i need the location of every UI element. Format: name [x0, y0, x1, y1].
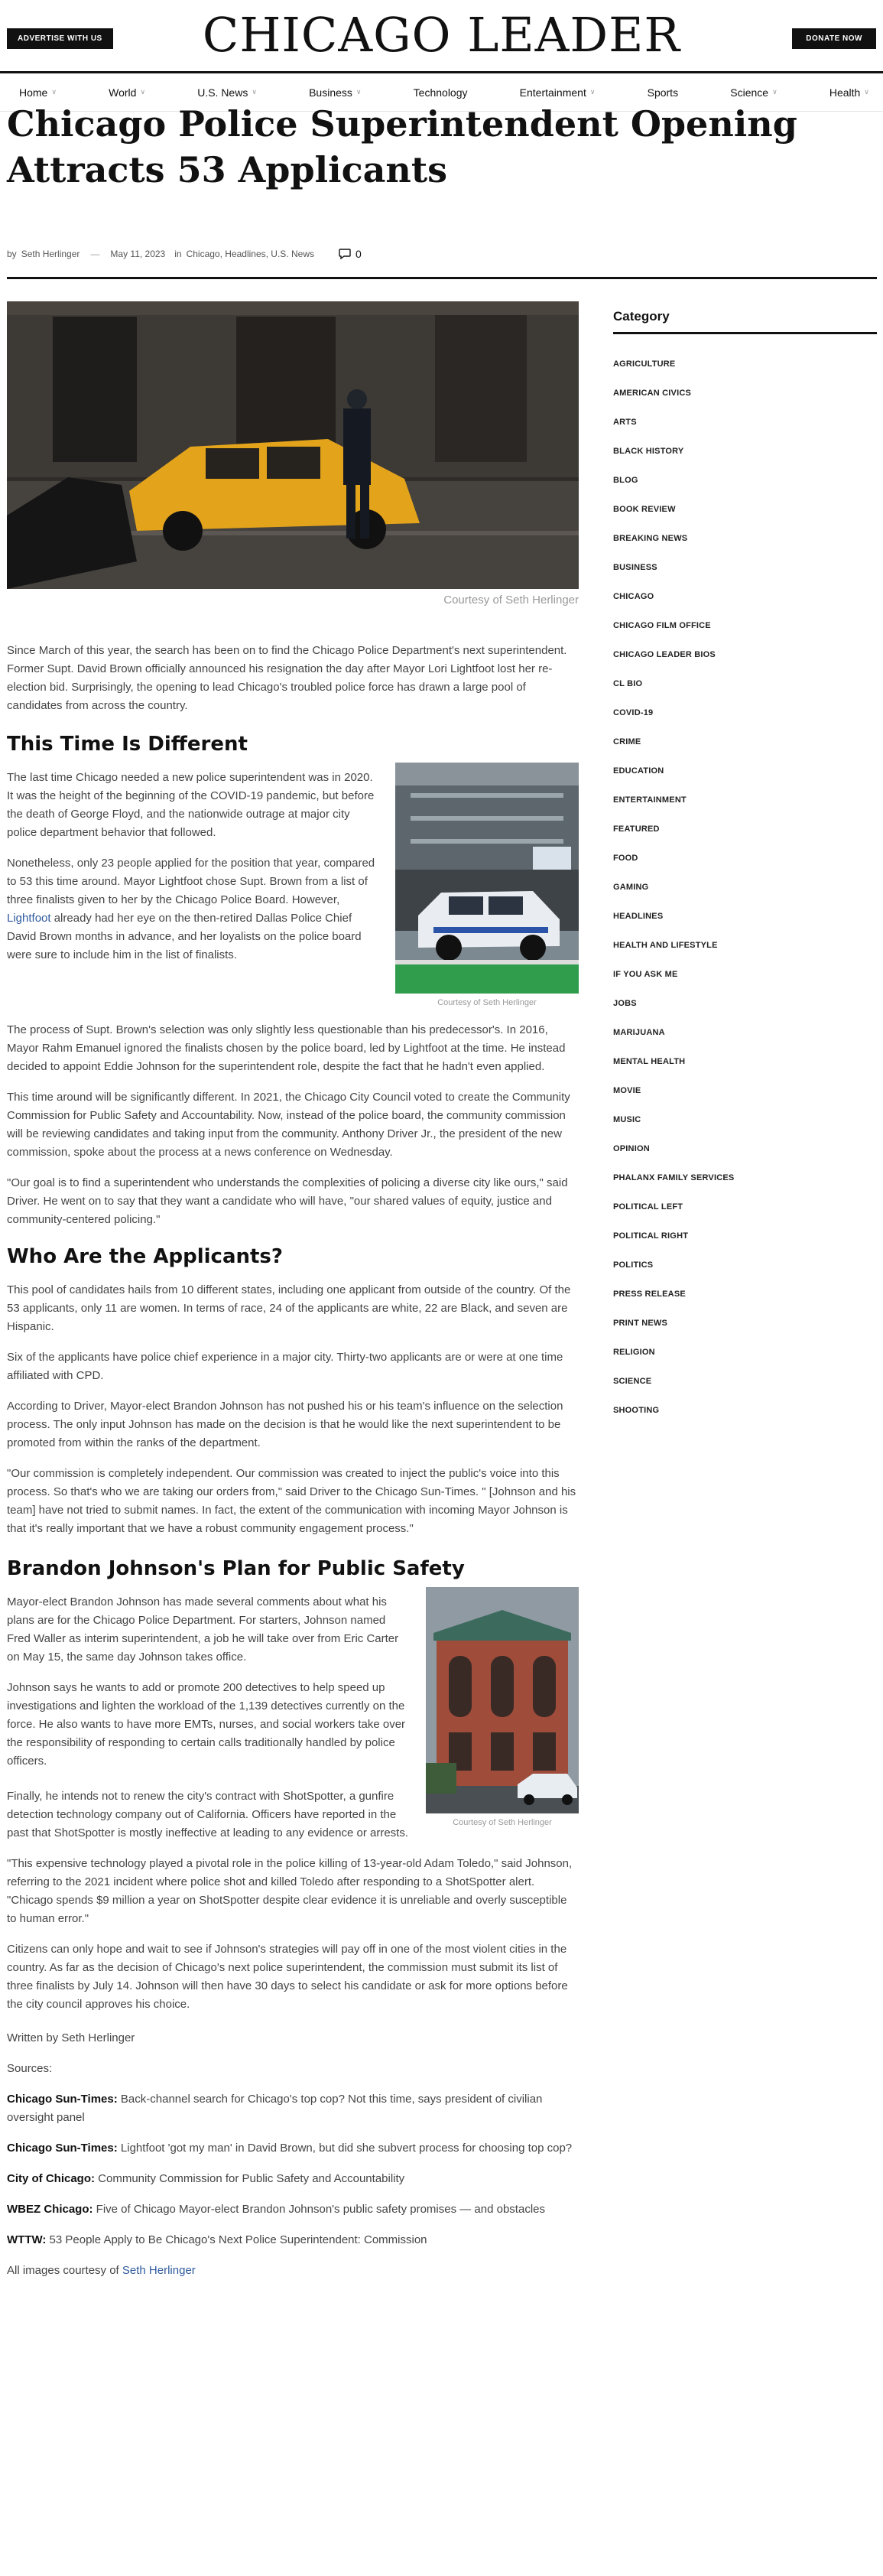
paragraph-2-part-b: already had her eye on the then-retired Dallas Police Chief David Brown months in advance, and her loyalists on the police board were sure to include him in the list of finalists. [7, 912, 362, 961]
category-link[interactable]: PRINT NEWS [613, 1319, 668, 1328]
police-suv-image [395, 763, 579, 994]
written-by: Written by Seth Herlinger [7, 2031, 135, 2044]
intro-paragraph: Since March of this year, the search has been on to find the Chicago Police Department's next superintendent. Former Supt. David Brown officially announced his resignation the day after Mayor Lori Lightfoot lost her re-election bid. Surprisingly, the opening to lead Chicago's troubled police force has drawn a large pool of candidates from across the country. [7, 644, 567, 712]
advertise-button[interactable]: ADVERTISE WITH US [7, 28, 113, 49]
category-link[interactable]: CHICAGO LEADER BIOS [613, 650, 716, 659]
category-link[interactable]: AGRICULTURE [613, 359, 676, 369]
comment-icon [339, 249, 351, 259]
nav-item-label: Health [829, 86, 861, 99]
images-courtesy [7, 2262, 579, 2280]
chevron-down-icon: ∨ [864, 88, 869, 96]
nav-item-label: U.S. News [197, 86, 248, 99]
paragraph-1: The last time Chicago needed a new police superintendent was in 2020. It was the height of the beginning of the COVID-19 pandemic, but before the death of George Floyd, and the nationwide outrage at major city police department behavior that followed. [7, 771, 375, 839]
chevron-down-icon: ∨ [252, 88, 257, 96]
paragraph-3: The process of Supt. Brown's selection was only slightly less questionable than his predecessor's. In 2016, Mayor Rahm Emanuel ignored the finalists chosen by the police board, led by Lightfoot at the time. He instead decided to appoint Eddie Johnson for the superintendent role, despite the fact that he hadn't even applied. [7, 1023, 566, 1073]
source-name: Chicago Sun-Times: [7, 2093, 118, 2106]
meta-in: in [174, 249, 182, 259]
category-link[interactable]: GAMING [613, 883, 649, 892]
category-link[interactable]: RELIGION [613, 1348, 655, 1357]
category-link[interactable]: ENTERTAINMENT [613, 795, 687, 805]
article-categories[interactable]: Chicago, Headlines, U.S. News [186, 249, 314, 259]
library-building-image [426, 1587, 579, 1813]
chevron-down-icon: ∨ [355, 88, 362, 96]
chevron-down-icon: ∨ [589, 88, 596, 96]
chevron-down-icon: ∨ [772, 88, 777, 96]
paragraph-11: Johnson says he wants to add or promote 200 detectives to help speed up investigations and lighten the workload of the 1,139 detectives currently on the force. He also wants to have more EMTs, nurses, and social workers take over the responsibility of responding to certain calls traditionally handled by police officers. [7, 1681, 406, 1768]
source-name: City of Chicago: [7, 2172, 95, 2185]
source-link[interactable]: 53 People Apply to Be Chicago's Next Police Superintendent: Commission [46, 2233, 427, 2246]
category-link[interactable]: CHICAGO FILM OFFICE [613, 621, 711, 630]
category-link[interactable]: AMERICAN CIVICS [613, 389, 692, 398]
library-building-photo [426, 1587, 579, 1813]
category-link[interactable]: FOOD [613, 854, 638, 863]
paragraph-5: "Our goal is to find a superintendent who understands the complexities of policing a diverse city like ours," said Driver. He went on to say that they want a candidate who will have, "our shared values of equity, justice and community-centered policing." [7, 1176, 568, 1226]
category-link[interactable]: CRIME [613, 737, 641, 746]
article-date: May 11, 2023 [110, 249, 166, 259]
meta-divider [7, 277, 877, 279]
source-item [7, 2231, 579, 2249]
category-link[interactable]: ARTS [613, 418, 637, 427]
section-heading-applicants: Who Are the Applicants? [7, 1245, 283, 1268]
category-link[interactable]: CL BIO [613, 679, 643, 688]
author-link[interactable]: Seth Herlinger [21, 249, 80, 259]
category-link[interactable]: JOBS [613, 999, 637, 1008]
category-link[interactable]: EDUCATION [613, 766, 664, 776]
figure-library-caption: Courtesy of Seth Herlinger [453, 1818, 552, 1827]
category-link[interactable]: COVID-19 [613, 708, 654, 717]
source-item [7, 2090, 579, 2127]
category-link[interactable]: POLITICAL RIGHT [613, 1231, 689, 1241]
source-item [7, 2139, 579, 2158]
paragraph-7: Six of the applicants have police chief experience in a major city. Thirty-two applicants are or were at one time affiliated with CPD. [7, 1351, 563, 1382]
category-link[interactable]: BUSINESS [613, 563, 657, 572]
article-header [0, 0, 863, 193]
paragraph-2-part-a: Nonetheless, only 23 people applied for the position that year, compared to 53 this time around. Mayor Lightfoot chose Supt. Brown from a list of three finalists given to her by the Chicago Police Board. However, [7, 857, 375, 906]
paragraph-8: According to Driver, Mayor-elect Brandon Johnson has not pushed his or his team's influence on the selection process. The only input Johnson has made on the decision is that he would like the next superintendent to be promoted from within the ranks of the department. [7, 1400, 563, 1449]
courtesy-prefix: All images courtesy of [7, 2264, 122, 2277]
category-link[interactable]: OPINION [613, 1144, 650, 1153]
figure-police-suv-caption: Courtesy of Seth Herlinger [437, 998, 537, 1007]
nav-item-label: Entertainment [519, 86, 586, 99]
category-link[interactable]: BOOK REVIEW [613, 505, 676, 514]
category-link[interactable]: CHICAGO [613, 592, 654, 601]
category-widget-title: Category [613, 309, 877, 334]
category-link[interactable]: BLOG [613, 476, 638, 485]
category-link[interactable]: IF YOU ASK ME [613, 970, 678, 979]
category-link[interactable]: SHOOTING [613, 1406, 660, 1415]
figure-police-suv [395, 763, 579, 1007]
article-title: Chicago Police Superintendent Opening Attracts 53 Applicants [7, 103, 797, 190]
nav-item-label: Business [309, 86, 352, 99]
comments-link[interactable] [339, 248, 362, 260]
comment-count: 0 [355, 248, 362, 260]
hero-photo-taxi-police [7, 301, 579, 589]
category-link[interactable]: PRESS RELEASE [613, 1290, 686, 1299]
category-link[interactable]: POLITICAL LEFT [613, 1202, 683, 1212]
source-item [7, 2200, 579, 2219]
category-link[interactable]: MENTAL HEALTH [613, 1057, 686, 1066]
paragraph-9: "Our commission is completely independent. Our commission was created to inject the public's voice into this process. So that's who we are taking our orders from," said Driver to the Chicago Sun-Times. " [Johnson and his team] have not tried to submit names. In fact, the extent of the communication with incoming Mayor Johnson is that it's really important that we have a robust community engagement process." [7, 1467, 576, 1535]
source-name: Chicago Sun-Times: [7, 2142, 118, 2155]
source-name: WTTW: [7, 2233, 47, 2246]
nav-item-label: Technology [413, 86, 468, 99]
paragraph-6: This pool of candidates hails from 10 different states, including one applicant from outside of the country. Of the 53 applicants, only 11 are women. In terms of race, 24 of the applicants are white, 22 are Black, and seven are Hispanic. [7, 1283, 571, 1333]
figure-library-building [426, 1587, 579, 1827]
paragraph-10: Mayor-elect Brandon Johnson has made several comments about what his plans are for the Chicago Police Department. For starters, Johnson named Fred Waller as interim superintendent, a job he will take over from Eric Carter on May 15, the same day Johnson takes office. [7, 1595, 399, 1664]
police-suv-photo [395, 763, 579, 994]
nav-item-label: World [109, 86, 137, 99]
meta-by: by [7, 249, 17, 259]
category-link[interactable]: MUSIC [613, 1115, 641, 1124]
paragraph-4: This time around will be significantly different. In 2021, the Chicago City Council voted to create the Community Commission for Public Safety and Accountability. Now, instead of the police board, the community commission will be reviewing candidates and taking input from the community. Anthony Driver Jr., the president of the new commission, spoke about the process at a news conference on Wednesday. [7, 1091, 570, 1159]
source-link[interactable]: Back-channel search for Chicago's top cop? Not this time, says president of civilian oversight panel [7, 2093, 543, 2124]
paragraph-12: Finally, he intends not to renew the city's contract with ShotSpotter, a gunfire detection technology company out of California. Officers have reported in the past that ShotSpotter is mostly ineffective at leading to any evidence or arrests. [7, 1790, 409, 1839]
lightfoot-link[interactable]: Lightfoot [7, 912, 51, 925]
courtesy-author-link[interactable]: Seth Herlinger [122, 2264, 196, 2277]
source-name: WBEZ Chicago: [7, 2203, 93, 2216]
article-body [7, 301, 579, 2280]
category-link[interactable]: FEATURED [613, 825, 660, 834]
category-list [613, 350, 877, 1449]
hero-caption: Courtesy of Seth Herlinger [443, 594, 579, 607]
site-logo[interactable]: CHICAGO LEADER [202, 7, 681, 63]
hero-image [7, 301, 579, 589]
category-link[interactable]: SCIENCE [613, 1377, 652, 1386]
paragraph-13: "This expensive technology played a pivotal role in the police killing of 13-year-old Adam Toledo," said Johnson, referring to the 2021 incident where police shot and killed Toledo after responding to a ShotSpotter alert. "Chicago spends $9 million a year on ShotSpotter despite clear evidence it is unreliable and overly susceptible to human error." [7, 1857, 573, 1925]
sources-list [7, 2090, 579, 2249]
category-link[interactable]: HEADLINES [613, 912, 664, 921]
nav-item-label: Science [730, 86, 769, 99]
category-link[interactable]: HEALTH AND LIFESTYLE [613, 941, 718, 950]
sources-label: Sources: [7, 2062, 53, 2075]
source-link[interactable]: Community Commission for Public Safety and Accountability [95, 2172, 405, 2185]
category-link[interactable]: MOVIE [613, 1086, 641, 1095]
source-link[interactable]: Five of Chicago Mayor-elect Brandon Johnson's public safety promises — and obstacles [93, 2203, 545, 2216]
chevron-down-icon: ∨ [140, 88, 146, 96]
donate-button[interactable]: DONATE NOW [792, 28, 876, 49]
category-link[interactable]: BREAKING NEWS [613, 534, 688, 543]
section-heading-different: This Time Is Different [7, 733, 248, 756]
sidebar [613, 301, 877, 1449]
category-link[interactable]: MARIJUANA [613, 1028, 665, 1037]
chevron-down-icon: ∨ [51, 88, 57, 96]
category-link[interactable]: PHALANX FAMILY SERVICES [613, 1173, 735, 1182]
category-link[interactable]: POLITICS [613, 1260, 654, 1270]
section-heading-johnson-plan: Brandon Johnson's Plan for Public Safety [7, 1557, 465, 1580]
category-link[interactable]: BLACK HISTORY [613, 447, 684, 456]
nav-item-label: Home [19, 86, 48, 99]
source-link[interactable]: Lightfoot 'got my man' in David Brown, but did she subvert process for choosing top cop? [117, 2142, 573, 2155]
meta-dash: — [90, 249, 100, 259]
source-item [7, 2170, 579, 2188]
paragraph-14: Citizens can only hope and wait to see if Johnson's strategies will pay off in one of the most violent cities in the country. As far as the decision of Chicago's next police superintendent, the commission must submit its list of three finalists by July 14. Johnson will then have 30 days to select his candidate or ask for more options before the city council approves his choice. [7, 1943, 568, 2011]
article-meta [7, 248, 362, 260]
nav-item-label: Sports [647, 86, 679, 99]
